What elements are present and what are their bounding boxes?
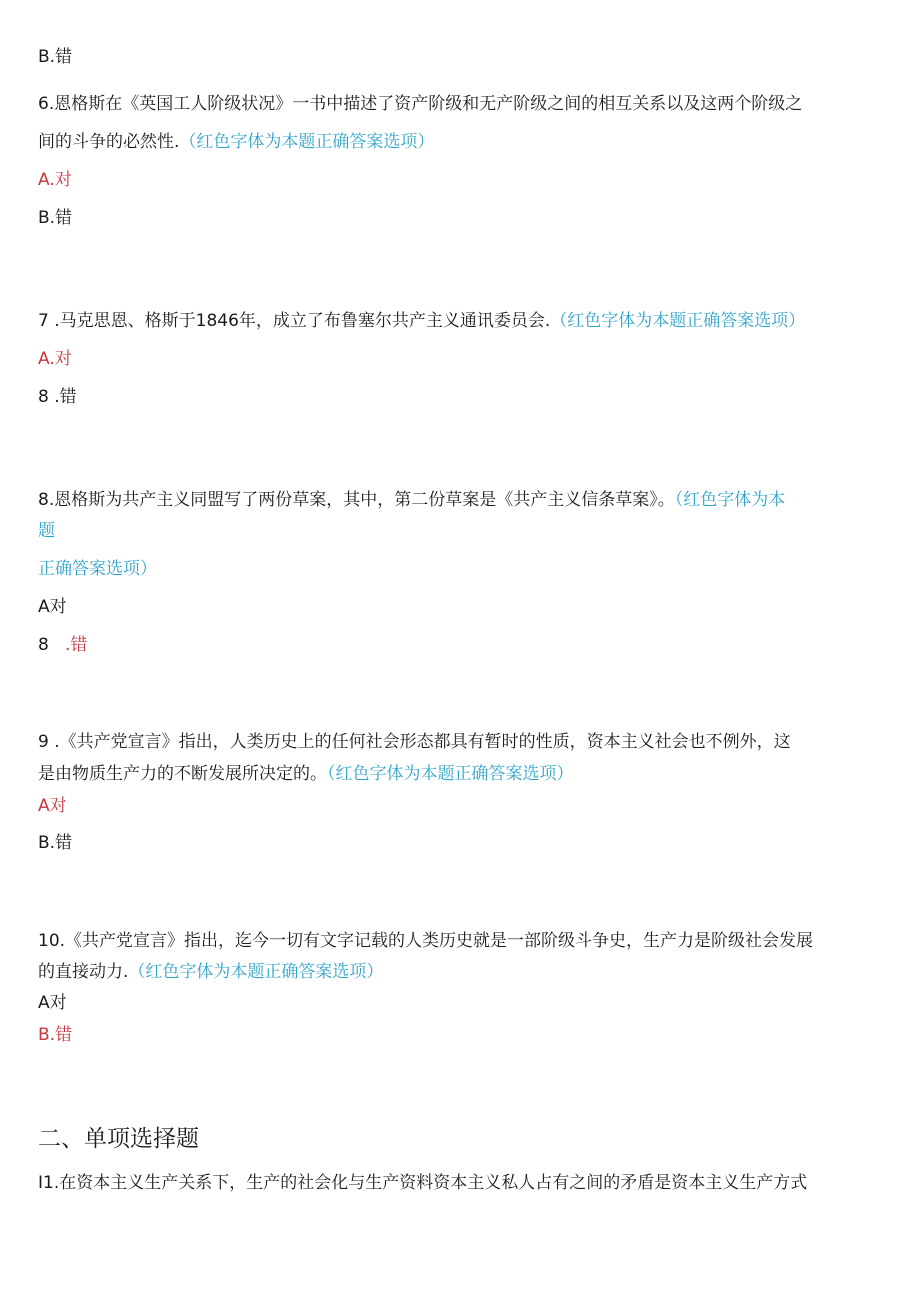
q7-question (38, 309, 805, 333)
q9-question-cont (38, 762, 574, 786)
q7-question-text: 7 .马克思恩、格斯于1846年，成立了布鲁塞尔共产主义通讯委员会. (38, 311, 551, 331)
q8-note-cont: 正确答案选项） (38, 559, 157, 579)
q9-question: 9 .《共产党宣言》指出，人类历史上的任何社会形态都具有暂时的性质，资本主义社会也不例外，这 (38, 732, 791, 752)
q6-option-b: B.错 (38, 208, 73, 228)
q8-option-a: A对 (38, 597, 67, 617)
q10-option-b: B.错 (38, 1025, 73, 1045)
q10-question: 10.《共产党宣言》指出，迄今一切有文字记载的人类历史就是一部阶级斗争史，生产力是阶级社会发展 (38, 931, 814, 951)
q6-question-text: 间的斗争的必然性. (38, 132, 180, 152)
q7-answer-note: （红色字体为本题正确答案选项） (550, 311, 806, 331)
q8-question-text: 8.恩格斯为共产主义同盟写了两份草案，其中，第二份草案是《共产主义信条草案》。 (38, 490, 675, 510)
q6-question-cont (38, 130, 434, 154)
q8-question-cont: 题 (38, 521, 55, 541)
q9-option-a: A对 (38, 796, 67, 816)
section-heading: 二、单项选择题 (38, 1126, 199, 1152)
q8-option-b-text: .错 (65, 635, 88, 655)
q11-question: I1.在资本主义生产关系下，生产的社会化与生产资料资本主义私人占有之间的矛盾是资本主义生产方式 (38, 1173, 808, 1193)
q7-option-b: 8 .错 (38, 387, 77, 407)
q6-answer-note: （红色字体为本题正确答案选项） (179, 132, 435, 152)
q10-answer-note: （红色字体为本题正确答案选项） (128, 962, 384, 982)
q8-answer-note: （红色字体为本 (674, 490, 786, 510)
q8-option-b-number: 8 (38, 635, 66, 655)
q9-option-b: B.错 (38, 833, 73, 853)
q8-question (38, 488, 785, 512)
q9-question-text: 是由物质生产力的不断发展所决定的。 (38, 764, 327, 784)
q7-option-a: A.对 (38, 349, 72, 369)
q6-question: 6.恩格斯在《英国工人阶级状况》一书中描述了资产阶级和无产阶级之间的相互关系以及这两个阶级之 (38, 94, 803, 114)
q8-option-b (38, 633, 87, 657)
q5-option-b: B.错 (38, 47, 73, 67)
q10-question-cont (38, 960, 383, 984)
q10-question-text: 的直接动力. (38, 962, 129, 982)
q9-answer-note: （红色字体为本题正确答案选项） (327, 764, 574, 784)
q6-option-a: A.对 (38, 170, 72, 190)
q10-option-a: A对 (38, 993, 67, 1013)
